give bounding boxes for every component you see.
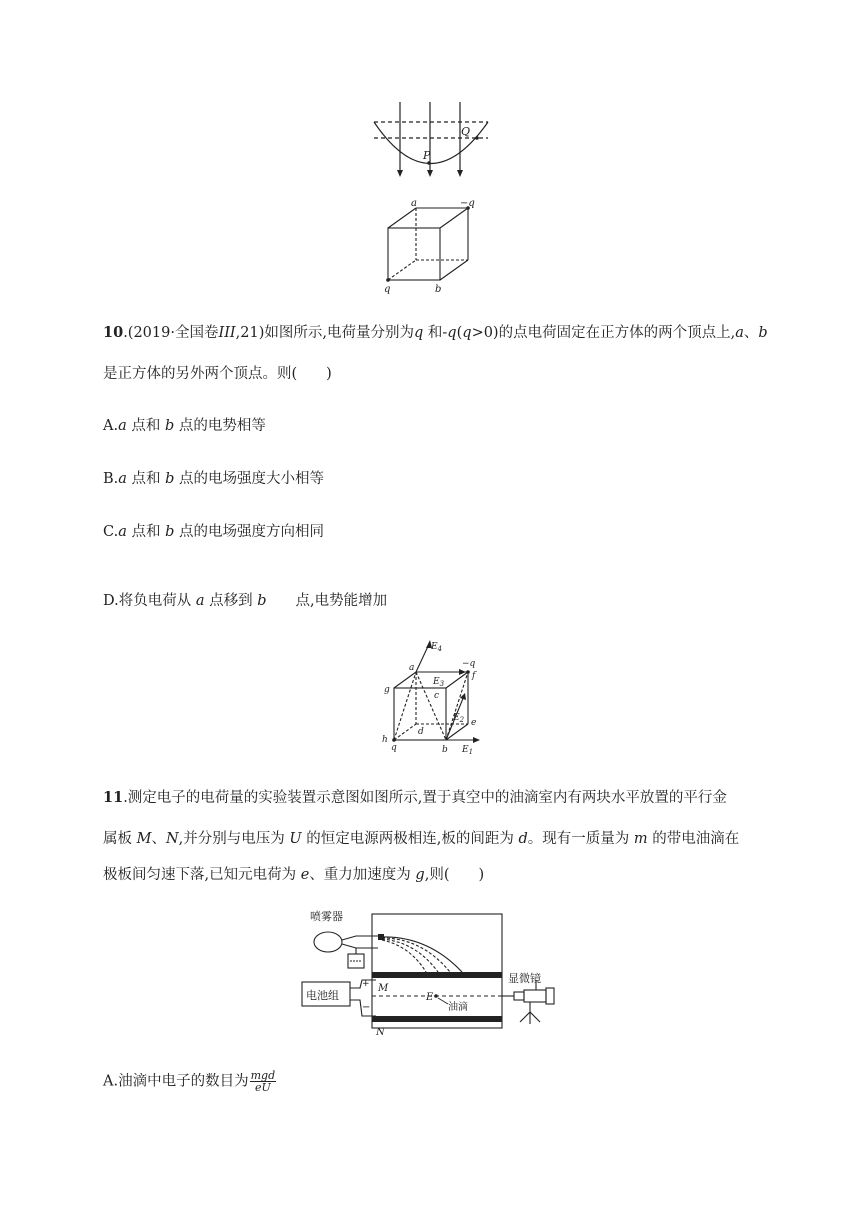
cube-figure-2 <box>378 636 488 756</box>
q11-number: 11 <box>103 789 124 806</box>
q10-option-c[interactable]: C.a 点和 b 点的电场强度方向相同 <box>103 524 324 540</box>
arrow-e1-icon <box>473 737 480 743</box>
label-m: M <box>378 983 389 994</box>
q11-line-1: 11.测定电子的电荷量的实验装置示意图如图所示,置于真空中的油滴室内有两块水平放置的平行金 <box>103 789 727 806</box>
fraction-mgd-eu: $\frac{\text{mgd}}{eU}$ <box>250 1069 276 1094</box>
point-q <box>475 136 479 140</box>
label-b: b <box>435 284 442 295</box>
oil-drop <box>434 994 438 998</box>
q11-line-3: 极板间匀速下落,已知元电荷为 e、重力加速度为 g,则( ) <box>103 867 485 883</box>
label-q: q <box>384 284 391 295</box>
label-oil-drop: 油滴 <box>448 1002 468 1013</box>
svg-text:E1: $E_1$ <box>462 745 474 756</box>
svg-text:g: g <box>384 685 390 695</box>
svg-text:b: b <box>442 745 448 755</box>
label-sprayer: 喷雾器 <box>310 910 343 923</box>
label-neg-q: −q <box>460 198 475 209</box>
label-e: E <box>426 992 434 1003</box>
plate-n <box>372 1016 502 1022</box>
label-p: P <box>423 149 431 162</box>
q10-option-b[interactable]: B.a 点和 b 点的电场强度大小相等 <box>103 471 325 487</box>
svg-text:e: e <box>471 718 477 728</box>
svg-text:E2: $E_2$ <box>453 713 465 724</box>
q10-number: 10 <box>103 324 124 341</box>
svg-text:c: c <box>434 691 440 701</box>
q10-line-1: 10.(2019·全国卷III,21)如图所示,电荷量分别为q 和-q(q>0)的点电荷固定在正方体的两个顶点上,a、b <box>103 324 768 341</box>
svg-text:E3: $E_3$ <box>433 677 445 688</box>
arrow-1-icon <box>397 170 403 177</box>
svg-text:a: a <box>409 663 415 673</box>
label-q: Q <box>461 125 471 138</box>
cube-figure-1 <box>378 198 478 296</box>
arrow-2-icon <box>427 170 433 177</box>
label-battery: 电池组 <box>306 989 339 1002</box>
svg-text:d: d <box>418 727 424 737</box>
q10-line-2: 是正方体的另外两个顶点。则( ) <box>103 366 332 382</box>
field-curve-figure <box>368 100 493 182</box>
svg-text:q: q <box>391 743 397 753</box>
q10-option-a[interactable]: A.a 点和 b 点的电势相等 <box>103 418 266 434</box>
q10-option-d[interactable]: D.将负电荷从 a 点移到 b 点,电势能增加 <box>103 593 388 609</box>
label-n: N <box>376 1027 385 1038</box>
charge-q <box>386 278 390 282</box>
millikan-apparatus-figure <box>298 906 563 1038</box>
arrow-3-icon <box>457 170 463 177</box>
svg-text:f: f <box>472 671 476 681</box>
q11-line-2: 属板 M、N,并分别与电压为 U 的恒定电源两极相连,板的间距为 d。现有一质量为 m 的带电油滴在 <box>103 831 740 847</box>
svg-text:h: h <box>382 735 388 745</box>
trajectory-curve <box>374 122 488 164</box>
q11-option-a[interactable]: A.油滴中电子的数目为 $\frac{\text{mgd}}{eU}$ <box>103 1069 276 1094</box>
label-a: a <box>411 198 417 209</box>
svg-text:−q: −q <box>462 659 476 669</box>
svg-text:+: + <box>362 979 370 989</box>
label-microscope: 显微镜 <box>508 972 541 985</box>
arrow-e2-icon <box>460 693 466 700</box>
svg-text:−: − <box>362 1002 371 1013</box>
svg-text:E4: $E_4$ <box>431 642 443 653</box>
plate-m <box>372 972 502 978</box>
sprayer-bulb <box>314 932 342 952</box>
